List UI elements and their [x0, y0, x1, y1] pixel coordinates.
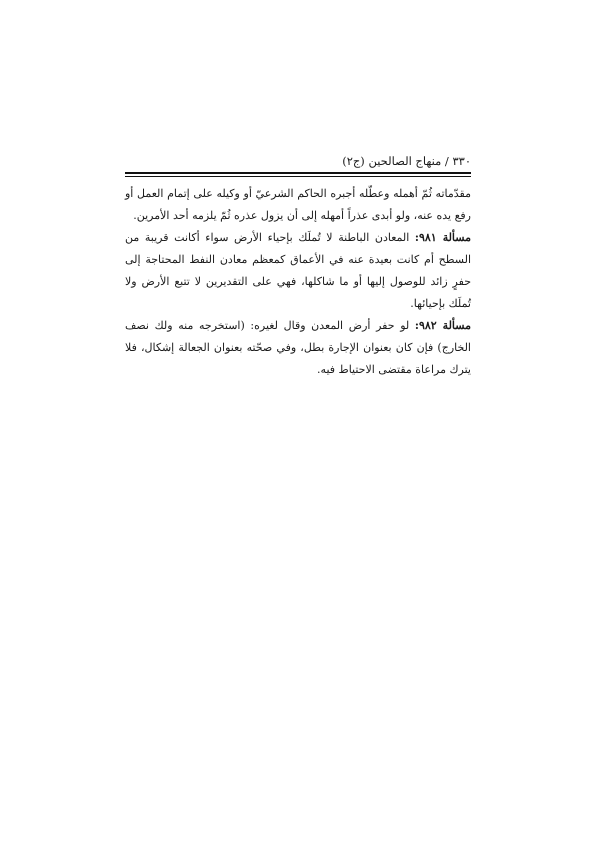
paragraph-text: المعادن الباطنة لا تُملَك بإحياء الأرض سواء أكانت قريبة من السطح أم كانت بعيدة عنه في الأعماق كمعظم معادن النفط المحتاجة إلى حفرٍ زائد للوصول إليها أو ما شاكلها، فهي على التقديرين لا تتبع الأرض ولا تُملَك بإحيائها.	[125, 231, 471, 310]
page-body	[125, 183, 471, 381]
issue-label: مسألة ٩٨١:	[414, 231, 471, 244]
paragraph-text: لو حفر أرض المعدن وقال لغيره: (استخرجه منه ولك نصف الخارج) فإن كان بعنوان الإجارة بطل، وفي صحّته بعنوان الجعالة إشكال، فلا يترك مراعاة مقتضى الاحتياط فيه.	[125, 319, 471, 376]
paragraph-text: مقدّماته ثُمّ أهمله وعطّله أجبره الحاكم الشرعيّ أو وكيله على إتمام العمل أو رفع يده عنه، ولو أبدى عذراً أمهله إلى أن يزول عذره ثُمّ يلزمه أحد الأمرين.	[125, 187, 471, 222]
header-rule-thin	[125, 176, 471, 177]
paragraph-issue-982	[125, 315, 471, 381]
paragraph-continuation	[125, 183, 471, 227]
running-header: ٣٣٠ / منهاج الصالحين (ج٢)	[342, 154, 471, 168]
header-rule-thick	[125, 172, 471, 174]
issue-label: مسألة ٩٨٢:	[414, 319, 471, 332]
paragraph-issue-981	[125, 227, 471, 315]
